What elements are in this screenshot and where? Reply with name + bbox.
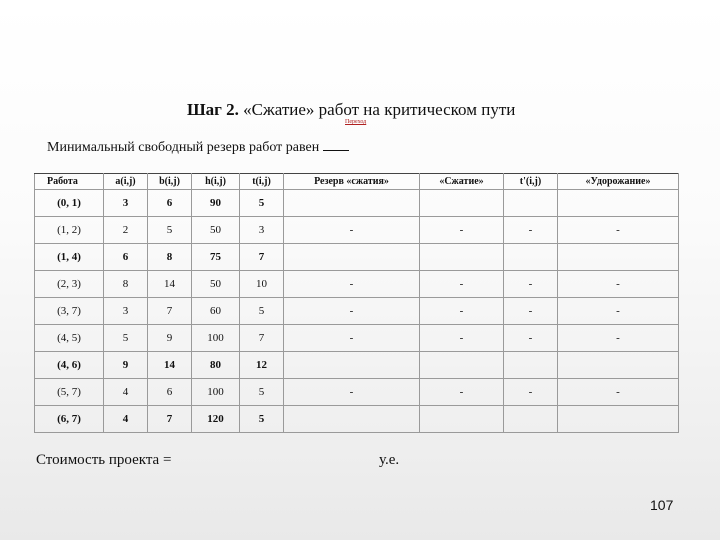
table-cell: 50 [192,217,240,244]
cost-unit: у.е. [379,452,400,468]
table-cell: (1, 2) [35,217,104,244]
header-cell: Резерв «сжатия» [284,174,420,190]
table-cell: - [558,271,679,298]
table-cell: - [504,379,558,406]
table-row [35,217,679,244]
table-cell: - [420,298,504,325]
table-cell [504,352,558,379]
table-cell: (2, 3) [35,271,104,298]
table-cell [420,244,504,271]
table-row [35,244,679,271]
table-cell: 7 [240,325,284,352]
table-cell: 3 [104,190,148,217]
table-cell [558,244,679,271]
table-cell [558,190,679,217]
table-cell: 75 [192,244,240,271]
table-body [35,190,679,433]
slide-title [187,100,547,120]
table-row [35,325,679,352]
title-text: «Сжатие» работ на критическом пути [238,100,516,119]
table-cell: 5 [240,379,284,406]
transition-link[interactable]: Переход [345,119,367,125]
table-row [35,271,679,298]
table-cell: - [504,271,558,298]
table-cell: 6 [148,379,192,406]
table-cell: 10 [240,271,284,298]
table-cell: 50 [192,271,240,298]
table-cell [420,190,504,217]
table-cell: 9 [104,352,148,379]
table-cell: (1, 4) [35,244,104,271]
table-cell [504,190,558,217]
table-cell: (3, 7) [35,298,104,325]
table-cell: - [504,217,558,244]
table-cell: 4 [104,379,148,406]
page-number: 107 [650,497,674,513]
header-cell: t(i,j) [240,174,284,190]
table-cell: 5 [240,190,284,217]
title-step: Шаг 2. [187,100,239,119]
table-cell: 8 [148,244,192,271]
table-cell [284,406,420,433]
table-cell: 14 [148,271,192,298]
header-cell: h(i,j) [192,174,240,190]
table-cell: - [558,217,679,244]
table-cell: 100 [192,325,240,352]
table-cell: 5 [148,217,192,244]
table-row [35,379,679,406]
table-header-row [35,174,679,190]
table-cell: - [420,325,504,352]
table-cell: - [284,298,420,325]
header-cell: a(i,j) [104,174,148,190]
table-row [35,352,679,379]
table-cell: (6, 7) [35,406,104,433]
table-cell: 120 [192,406,240,433]
table-cell: 80 [192,352,240,379]
table-row [35,406,679,433]
table-cell [558,352,679,379]
table-cell: 3 [240,217,284,244]
table-cell: - [284,379,420,406]
table-cell: - [420,217,504,244]
table-cell [284,352,420,379]
table-cell [284,244,420,271]
project-cost-label: Стоимость проекта = [36,452,172,468]
table-cell: 12 [240,352,284,379]
work-table [34,173,679,433]
table-cell: 5 [240,298,284,325]
table-cell: - [284,271,420,298]
table-cell: 14 [148,352,192,379]
table-cell: 7 [148,298,192,325]
table-cell: (5, 7) [35,379,104,406]
header-cell: «Удорожание» [558,174,679,190]
answer-blank [323,139,349,151]
table-cell [284,190,420,217]
table-cell: 2 [104,217,148,244]
table-cell: 5 [240,406,284,433]
header-cell: t'(i,j) [504,174,558,190]
table-cell: - [420,271,504,298]
table-cell [420,406,504,433]
table-cell: - [504,325,558,352]
table-cell: 7 [148,406,192,433]
table-cell: 4 [104,406,148,433]
table-cell: 3 [104,298,148,325]
table-cell: 9 [148,325,192,352]
table-cell [504,244,558,271]
subtitle-text: Минимальный свободный резерв работ равен [47,140,320,155]
table-cell: 90 [192,190,240,217]
table-cell: 8 [104,271,148,298]
header-cell: «Сжатие» [420,174,504,190]
table-cell: - [284,217,420,244]
table-cell: 6 [148,190,192,217]
table-cell: - [558,298,679,325]
table-cell: 7 [240,244,284,271]
table-cell: 5 [104,325,148,352]
table-row [35,190,679,217]
table-cell: - [284,325,420,352]
table-cell: 100 [192,379,240,406]
table-row [35,298,679,325]
table-cell: (0, 1) [35,190,104,217]
table-cell: - [420,379,504,406]
header-cell: Работа [35,174,104,190]
header-cell: b(i,j) [148,174,192,190]
table-cell: - [558,379,679,406]
table-cell: - [504,298,558,325]
table-cell: (4, 6) [35,352,104,379]
subtitle [47,139,349,156]
table-cell: 6 [104,244,148,271]
table-cell [504,406,558,433]
table-cell [420,352,504,379]
table-cell: 60 [192,298,240,325]
table-cell: (4, 5) [35,325,104,352]
table-cell [558,406,679,433]
table-cell: - [558,325,679,352]
